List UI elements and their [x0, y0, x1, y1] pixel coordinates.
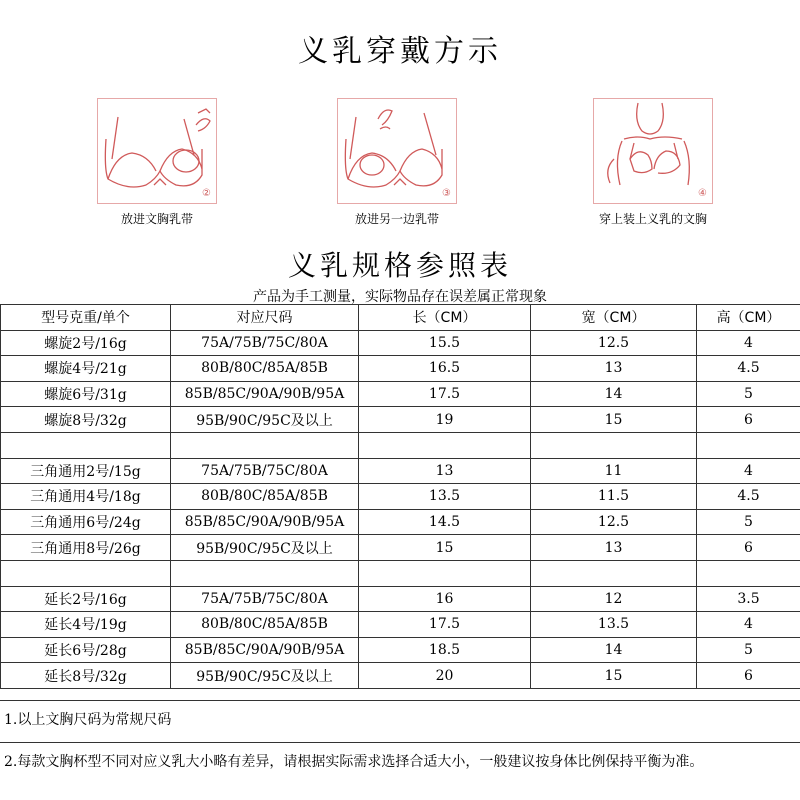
cell-length: 13.5 — [359, 484, 531, 510]
cell-size: 80B/80C/85A/85B — [171, 484, 359, 510]
cell-length: 15 — [359, 535, 531, 561]
cell-length: 17.5 — [359, 381, 531, 407]
step-illustration-1 — [82, 98, 232, 227]
bra-illustration-frame — [337, 98, 457, 204]
step-illustration-3 — [578, 98, 728, 227]
cell-size: 85B/85C/90A/90B/95A — [171, 637, 359, 663]
step-caption: 穿上装上义乳的文胸 — [598, 212, 707, 226]
cell-height: 5 — [697, 381, 800, 407]
footnote-1: 1.以上文胸尺码为常规尺码 — [0, 700, 800, 740]
cell-length: 16.5 — [359, 356, 531, 382]
size-chart-table — [0, 304, 800, 689]
cell-width: 13.5 — [531, 612, 697, 638]
cell-size: 75A/75B/75C/80A — [171, 330, 359, 356]
cell-size: 75A/75B/75C/80A — [171, 586, 359, 612]
cell-width: 13 — [531, 535, 697, 561]
cell-length: 15.5 — [359, 330, 531, 356]
step-number: ④ — [698, 188, 707, 199]
wearing-bra-icon — [594, 99, 712, 203]
cell-model: 延长8号/32g — [1, 663, 171, 689]
cell-size: 95B/90C/95C及以上 — [171, 663, 359, 689]
table-row — [1, 458, 800, 484]
column-header-height: 高（CM） — [697, 305, 800, 331]
cell-height: 4 — [697, 330, 800, 356]
table-title: 义乳规格参照表 — [287, 249, 512, 282]
cell-length: 19 — [359, 407, 531, 433]
cell-height: 4 — [697, 458, 800, 484]
table-row — [1, 586, 800, 612]
cell-model: 螺旋8号/32g — [1, 407, 171, 433]
cell-model: 螺旋4号/21g — [1, 356, 171, 382]
table-row — [1, 612, 800, 638]
table-header-row — [1, 305, 800, 331]
spacer-row — [1, 560, 800, 586]
column-header-length: 长（CM） — [359, 305, 531, 331]
cell-width: 12.5 — [531, 330, 697, 356]
table-row — [1, 663, 800, 689]
spacer-row — [1, 432, 800, 458]
table-row — [1, 381, 800, 407]
page-title: 义乳穿戴方示 — [298, 34, 502, 69]
cell-height: 6 — [697, 407, 800, 433]
cell-length: 20 — [359, 663, 531, 689]
table-row — [1, 637, 800, 663]
cell-length: 17.5 — [359, 612, 531, 638]
bra-insert-icon — [98, 99, 216, 203]
cell-model: 螺旋6号/31g — [1, 381, 171, 407]
cell-width: 15 — [531, 663, 697, 689]
bra-insert-other-side-icon — [338, 99, 456, 203]
cell-height: 4 — [697, 612, 800, 638]
cell-size: 75A/75B/75C/80A — [171, 458, 359, 484]
cell-length: 18.5 — [359, 637, 531, 663]
cell-model: 三角通用8号/26g — [1, 535, 171, 561]
table-row — [1, 356, 800, 382]
cell-height: 3.5 — [697, 586, 800, 612]
cell-model: 螺旋2号/16g — [1, 330, 171, 356]
step-number: ② — [202, 188, 211, 199]
table-row — [1, 484, 800, 510]
cell-height: 5 — [697, 509, 800, 535]
bra-illustration-frame — [97, 98, 217, 204]
cell-width: 12 — [531, 586, 697, 612]
cell-length: 13 — [359, 458, 531, 484]
cell-model: 延长6号/28g — [1, 637, 171, 663]
table-row — [1, 535, 800, 561]
cell-model: 三角通用2号/15g — [1, 458, 171, 484]
cell-size: 95B/90C/95C及以上 — [171, 407, 359, 433]
footnote-2: 2.每款文胸杯型不同对应义乳大小略有差异，请根据实际需求选择合适大小，一般建议按身体比例保持平衡为准。 — [0, 742, 800, 800]
cell-size: 85B/85C/90A/90B/95A — [171, 381, 359, 407]
step-caption: 放进文胸乳带 — [120, 212, 193, 226]
cell-size: 80B/80C/85A/85B — [171, 356, 359, 382]
table-row — [1, 509, 800, 535]
cell-width: 12.5 — [531, 509, 697, 535]
column-header-size: 对应尺码 — [171, 305, 359, 331]
cell-length: 14.5 — [359, 509, 531, 535]
measurement-note: 产品为手工测量，实际物品存在误差属正常现象 — [253, 289, 547, 305]
cell-width: 13 — [531, 356, 697, 382]
cell-size: 80B/80C/85A/85B — [171, 612, 359, 638]
cell-width: 11.5 — [531, 484, 697, 510]
cell-model: 延长2号/16g — [1, 586, 171, 612]
cell-size: 95B/90C/95C及以上 — [171, 535, 359, 561]
cell-height: 6 — [697, 535, 800, 561]
table-row — [1, 330, 800, 356]
cell-width: 14 — [531, 637, 697, 663]
step-caption: 放进另一边乳带 — [354, 212, 439, 226]
cell-model: 延长4号/19g — [1, 612, 171, 638]
cell-size: 85B/85C/90A/90B/95A — [171, 509, 359, 535]
cell-width: 11 — [531, 458, 697, 484]
cell-model: 三角通用4号/18g — [1, 484, 171, 510]
step-illustration-2 — [322, 98, 472, 227]
cell-width: 14 — [531, 381, 697, 407]
column-header-model: 型号克重/单个 — [1, 305, 171, 331]
cell-height: 6 — [697, 663, 800, 689]
cell-height: 5 — [697, 637, 800, 663]
cell-model: 三角通用6号/24g — [1, 509, 171, 535]
cell-length: 16 — [359, 586, 531, 612]
column-header-width: 宽（CM） — [531, 305, 697, 331]
bra-illustration-frame — [593, 98, 713, 204]
table-row — [1, 407, 800, 433]
step-number: ③ — [442, 188, 451, 199]
cell-width: 15 — [531, 407, 697, 433]
cell-height: 4.5 — [697, 356, 800, 382]
cell-height: 4.5 — [697, 484, 800, 510]
